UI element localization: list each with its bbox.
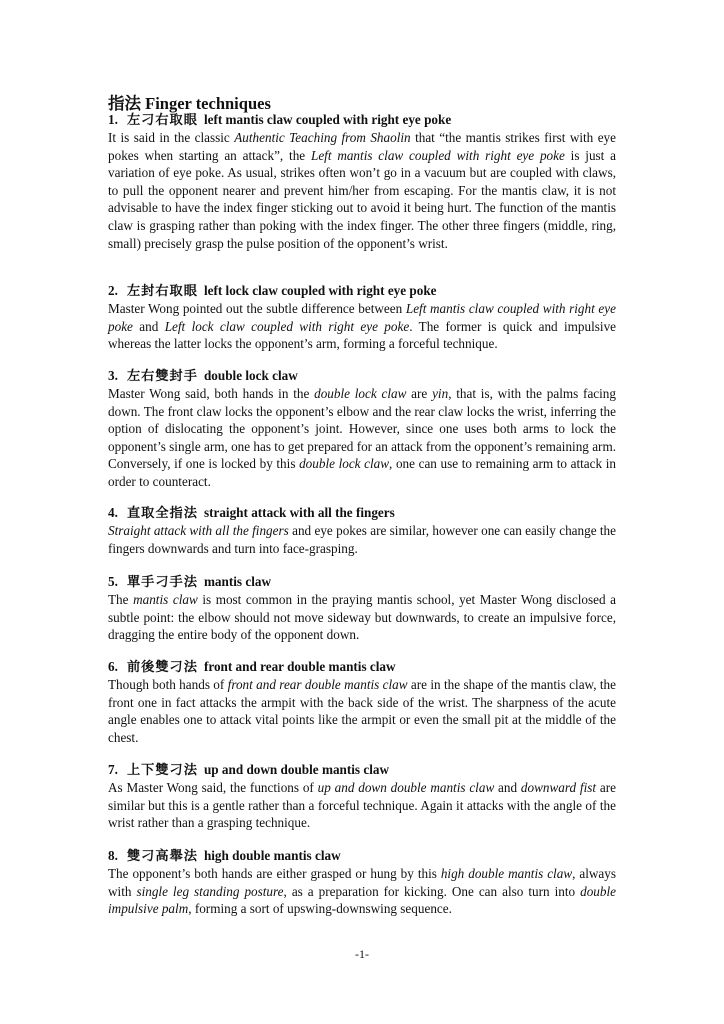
text-run: . The former is quick and impulsive whereas the latter locks the opponent’s arm, forming a forceful technique. <box>108 318 617 352</box>
italic-term: Left lock claw coupled with right eye poke <box>164 318 410 334</box>
section-number: 4. <box>108 505 118 520</box>
section-7 <box>108 761 616 832</box>
section-heading <box>108 367 616 385</box>
text-run: , one can use to remaining arm to attack in order to counteract. <box>108 456 616 489</box>
section-5 <box>108 573 616 644</box>
text-run: , as a preparation for kicking. One can also turn into <box>283 883 581 899</box>
section-paragraph <box>108 385 616 491</box>
text-run: , always with <box>108 866 616 899</box>
text-run: , that is, with the palms facing down. The front claw locks the opponent’s elbow and the rear claw locks the wrist, inferring the option of dislocating the opponent’s joint. However, since one uses both arms to lock the opponent’s single arm, one has to get prepared for an attack from the opponent’s remaining arm. Conversely, if one is locked by this <box>108 386 616 472</box>
section-number: 7. <box>108 762 118 777</box>
italic-term: mantis claw <box>133 592 198 607</box>
text-run: is just a variation of eye poke. As usual, strikes often won’t go in a vacuum but are coupled with claws, to pull the opponent nearer and prevent him/her from escaping. For the mantis claw, it is not advisable to have the index finger sticking out to avoid it being hurt. The function of the mantis claw is grasping rather than poking with the index finger. The other three fingers (middle, ring, small) precisely grasp the pulse position of the opponent’s wrist. <box>108 147 617 251</box>
italic-term: Authentic Teaching from Shaolin <box>234 130 411 145</box>
section-3 <box>108 367 616 491</box>
section-paragraph <box>108 522 616 557</box>
section-chinese-title: 雙刁高舉法 <box>127 848 198 863</box>
italic-term: Left mantis claw coupled with right eye poke <box>108 301 616 334</box>
page-title: 指法 Finger techniques <box>108 94 271 113</box>
section-chinese-title: 前後雙刁法 <box>127 659 198 674</box>
section-8 <box>108 847 616 918</box>
section-body <box>108 591 616 644</box>
italic-term: yin <box>432 386 449 401</box>
section-body <box>108 129 616 252</box>
text-run: is most common in the praying mantis school, yet Master Wong disclosed a subtle point: the elbow should not move sideway but downwards, to create an impulsive force, dragging the entire body of the opponent down. <box>108 592 616 643</box>
italic-term: Straight attack with all the fingers <box>108 523 289 538</box>
section-number: 1. <box>108 112 118 127</box>
section-2 <box>108 282 616 353</box>
section-chinese-title: 上下雙刁法 <box>127 762 198 777</box>
section-body <box>108 676 616 746</box>
text-run: are <box>406 386 433 401</box>
italic-term: single leg standing posture <box>136 883 284 899</box>
section-number: 3. <box>108 368 118 383</box>
text-run: are in the shape of the mantis claw, the front one in fact attacks the armpit with the back side of the wrist. The sharpness of the acute angle enables one to attack vital points like the armpit or even the small pit at the middle of the chest. <box>108 677 616 745</box>
section-paragraph <box>108 129 616 252</box>
section-heading <box>108 282 616 300</box>
section-body <box>108 385 616 491</box>
section-english-title: up and down double mantis claw <box>203 762 389 777</box>
section-chinese-title: 左封右取眼 <box>127 283 198 298</box>
section-4 <box>108 504 616 557</box>
text-run: , forming a sort of upswing-downswing sequence. <box>188 901 452 917</box>
section-paragraph <box>108 676 616 746</box>
text-run: Master Wong pointed out the subtle difference between <box>108 301 406 316</box>
section-paragraph <box>108 779 616 832</box>
italic-term: double lock claw <box>314 386 407 401</box>
text-run: Master Wong said, both hands in the <box>108 386 315 401</box>
section-number: 6. <box>108 659 118 674</box>
text-run: It is said in the classic <box>108 130 235 145</box>
text-run: Though both hands of <box>108 677 228 692</box>
section-paragraph <box>108 300 616 353</box>
text-run: and eye pokes are similar, however one can easily change the fingers downwards and turn into face-grasping. <box>108 523 617 556</box>
section-english-title: mantis claw <box>203 574 271 589</box>
section-number: 8. <box>108 848 118 863</box>
italic-term: Left mantis claw coupled with right eye poke <box>310 147 565 163</box>
section-chinese-title: 單手刁手法 <box>127 574 198 589</box>
section-english-title: left mantis claw coupled with right eye poke <box>203 112 452 127</box>
section-chinese-title: 左右雙封手 <box>127 368 198 383</box>
section-english-title: high double mantis claw <box>203 848 341 863</box>
section-english-title: front and rear double mantis claw <box>203 659 396 674</box>
text-run: that “the mantis strikes first with eye pokes when starting an attack”, the <box>108 130 616 163</box>
italic-term: downward fist <box>520 780 597 795</box>
section-english-title: left lock claw coupled with right eye poke <box>203 283 437 298</box>
section-number: 2. <box>108 283 118 298</box>
section-heading <box>108 504 616 522</box>
italic-term: double lock claw <box>299 456 390 472</box>
section-body <box>108 300 616 353</box>
text-run: are similar but this is a gentle rather than a forceful technique. Again it attacks with the angle of the wrist rather than a grasping technique. <box>108 780 616 831</box>
text-run: and <box>132 318 165 334</box>
section-heading <box>108 658 616 676</box>
section-paragraph <box>108 865 616 918</box>
text-run: The opponent’s both hands are either grasped or hung by this <box>108 866 441 881</box>
section-body <box>108 779 616 832</box>
section-english-title: double lock claw <box>203 368 298 383</box>
section-number: 5. <box>108 574 118 589</box>
section-body <box>108 865 616 918</box>
italic-term: high double mantis claw <box>440 866 573 881</box>
page-number: -1- <box>355 947 369 961</box>
section-6 <box>108 658 616 746</box>
section-chinese-title: 直取全指法 <box>127 505 198 520</box>
italic-term: double impulsive palm <box>108 883 616 917</box>
section-heading <box>108 573 616 591</box>
text-run: and <box>494 780 521 795</box>
section-english-title: straight attack with all the fingers <box>203 505 395 520</box>
section-paragraph <box>108 591 616 644</box>
section-body <box>108 522 616 557</box>
section-heading <box>108 847 616 865</box>
text-run: As Master Wong said, the functions of <box>108 780 318 795</box>
section-chinese-title: 左刁右取眼 <box>127 112 198 127</box>
text-run: The <box>108 592 134 607</box>
italic-term: front and rear double mantis claw <box>227 677 408 692</box>
section-heading <box>108 111 616 129</box>
section-heading <box>108 761 616 779</box>
italic-term: up and down double mantis claw <box>317 780 495 795</box>
section-1 <box>108 111 616 252</box>
